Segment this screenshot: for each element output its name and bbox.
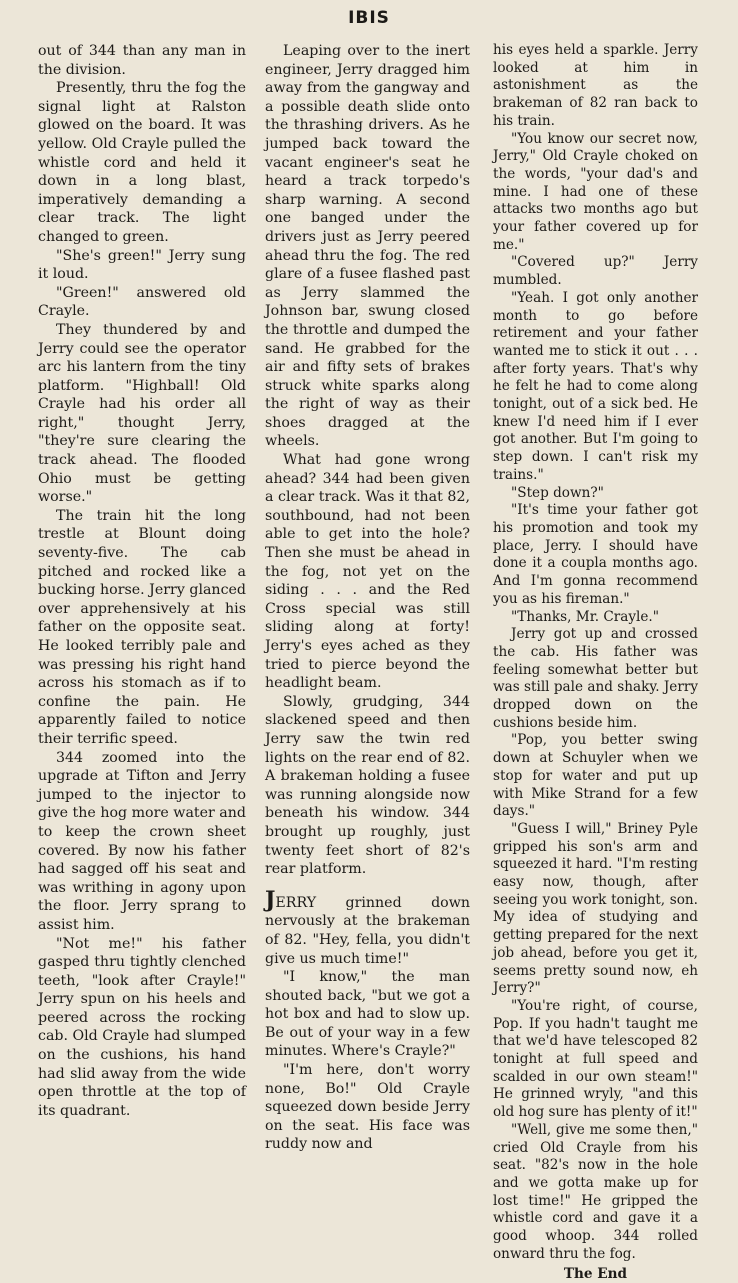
- paragraph: "Step down?": [511, 484, 604, 501]
- paragraph: "You're right, of course, Pop. If you hadn't taught me that we'd have telescoped 82 tonight at full speed and scalded in our own steam!" He grinned wryly, "and this old hog sure has plenty of it!": [493, 997, 698, 1121]
- paragraph: Slowly, grudging, 344 slackened speed and then Jerry saw the twin red lights on the rear end of 82. A brakeman holding a fusee was running alongside now beneath his window. 344 brought up roughly, just twenty feet short of 82's rear platform.: [265, 693, 470, 878]
- paragraph: Presently, thru the fog the signal light at Ralston glowed on the board. It was yellow. Old Crayle pulled the whistle cord and held it down in a long blast, imperatively demanding a clear track. The light changed to green.: [38, 80, 246, 245]
- paragraph: "I'm here, don't worry none, Bo!" Old Crayle squeezed down beside Jerry on the seat. His face was ruddy now and: [265, 1062, 470, 1153]
- paragraph: Leaping over to the inert engineer, Jerry dragged him away from the gangway and a possible death slide onto the thrashing drivers. As he jumped back toward the vacant engineer's seat he heard a track torpedo's sharp warning. A second one banged under the drivers just as Jerry peered ahead thru the fog. The red glare of a fusee flashed past as Jerry slammed the Johnson bar, swung closed the throttle and dumped the sand. He grabbed for the air and fifty sets of brakes struck white sparks along the right of way as their shoes dragged at the wheels.: [265, 43, 470, 450]
- paragraph: "She's green!" Jerry sung it loud.: [38, 247, 246, 283]
- paragraph: out of 344 than any man in the division.: [38, 43, 246, 78]
- paragraph: The train hit the long trestle at Blount doing seventy-five. The cab pitched and rocked like a bucking horse. Jerry glanced over apprehensively at his father on the opposite seat. He looked terribly pale and was pressing his right hand across his stomach as if to confine the pain. He apparently failed to notice their terrific speed.: [38, 507, 246, 747]
- dropcap-paragraph: [265, 886, 470, 968]
- paragraph: Jerry got up and crossed the cab. His father was feeling somewhat better but was still pale and shaky. Jerry dropped down on the cushions beside him.: [493, 626, 699, 731]
- text-column-1: [38, 42, 246, 1120]
- paragraph: "Yeah. I got only another month to go before retirement and your father wanted me to stick it out . . . after forty years. That's why he felt he had to come along tonight, out of a sick bed. He knew I'd need him if I ever got another. But I'm going to step down. I can't risk my trains.": [493, 289, 698, 483]
- paragraph: "Green!" answered old Crayle.: [38, 284, 246, 320]
- paragraph: "Pop, you better swing down at Schuyler when we stop for water and put up with Mike Strand for a few days.": [493, 732, 698, 820]
- story-end-mark: The End: [563, 1265, 628, 1282]
- page-header-title: IBIS: [348, 8, 390, 28]
- paragraph: his eyes held a sparkle. Jerry looked at him in astonishment as the brakeman of 82 ran back to his train.: [493, 42, 698, 129]
- text-column-2: [265, 42, 470, 1154]
- paragraph: "Thanks, Mr. Crayle.": [511, 608, 660, 625]
- paragraph: They thundered by and Jerry could see the operator arc his lantern from the tiny platform. "Highball! Old Crayle had his order all right," thought Jerry, "they're sure clearing the track ahead. The flooded Ohio must be getting worse.": [38, 321, 246, 506]
- paragraph: "Not me!" his father gasped thru tightly clenched teeth, "look after Crayle!" Jerry spun on his heels and peered across the rocking cab. Old Crayle had slumped on the cushions, his hand had slid away from the wide open throttle at the top of its quadrant.: [38, 935, 246, 1119]
- dropcap-text: ERRY grinned down nervously at the brakeman of 82. "Hey, fella, you didn't give us much time!": [265, 894, 470, 967]
- paragraph: "You know our secret now, Jerry," Old Crayle choked on the words, "your dad's and mine. I had one of these attacks two months ago but your father covered up for me.": [493, 130, 698, 253]
- paragraph: "Guess I will," Briney Pyle gripped his son's arm and squeezed it hard. "I'm resting easy now, though, after seeing you work tonight, son. My idea of studying and getting prepared for the next job ahead, before you get it, seems pretty sound now, eh Jerry?": [493, 820, 698, 997]
- paragraph: What had gone wrong ahead? 344 had been given a clear track. Was it that 82, southbound, had not been able to get into the hole? Then she must be ahead in the fog, not yet on the siding . . . and the Red Cross special was still sliding along at forty! Jerry's eyes ached as they tried to pierce beyond the headlight beam.: [265, 452, 470, 692]
- paragraph: "I know," the man shouted back, "but we got a hot box and had to slow up. Be out of your way in a few minutes. Where's Crayle?": [265, 969, 470, 1060]
- paragraph: "It's time your father got his promotion and took my place, Jerry. I should have done it a coupla months ago. And I'm gonna recommend you as his fireman.": [493, 502, 698, 607]
- paragraph: "Well, give me some then," cried Old Crayle from his seat. "82's now in the hole and we gotta make up for lost time!" He gripped the whistle cord and gave it a good whoop. 344 rolled onward thru the fog.: [493, 1121, 698, 1262]
- dropcap-letter: J: [265, 886, 276, 913]
- paragraph: 344 zoomed into the upgrade at Tifton and Jerry jumped to the injector to give the hog more water and to keep the crown sheet covered. By now his father had sagged off his seat and was writhing in agony upon the floor. Jerry sprang to assist him.: [38, 749, 246, 933]
- text-column-3: [493, 42, 698, 1283]
- paragraph: "Covered up?" Jerry mumbled.: [493, 254, 698, 289]
